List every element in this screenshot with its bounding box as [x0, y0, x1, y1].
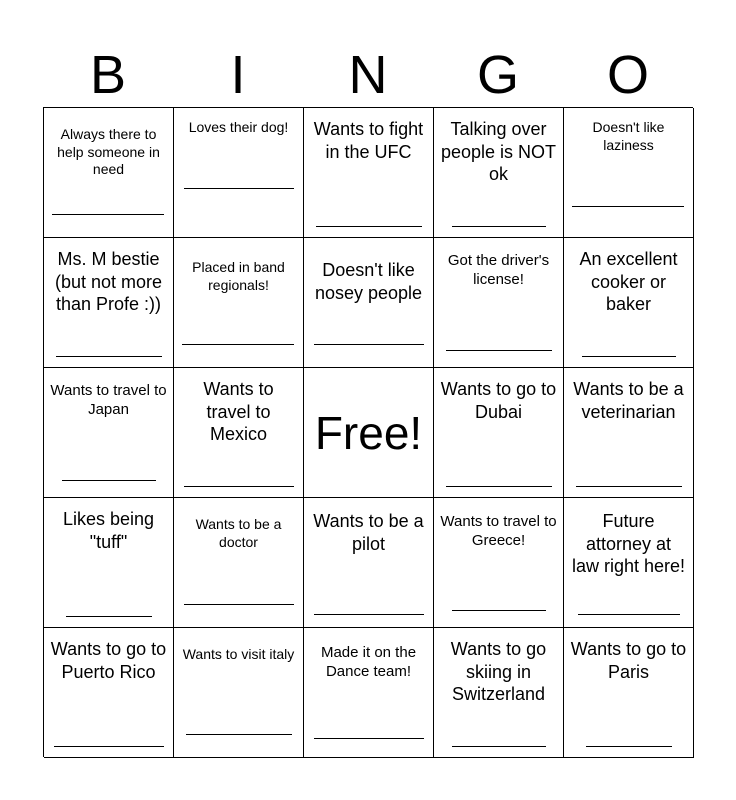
- cell-prompt: Wants to be a pilot: [313, 511, 424, 554]
- name-write-line: [586, 746, 672, 747]
- name-write-line: [576, 486, 682, 487]
- bingo-cell-r4-c4[interactable]: [434, 498, 564, 628]
- cell-prompt: Wants to travel to Mexico: [203, 379, 274, 444]
- name-write-line: [578, 614, 680, 615]
- name-write-line: [314, 614, 424, 615]
- cell-prompt: Wants to be a doctor: [195, 516, 282, 550]
- cell-prompt: Placed in band regionals!: [192, 259, 285, 293]
- cell-prompt: Wants to visit italy: [182, 646, 295, 662]
- bingo-cell-r1-c4[interactable]: [434, 108, 564, 238]
- cell-prompt: Wants to fight in the UFC: [313, 119, 424, 162]
- bingo-cell-r1-c2[interactable]: [174, 108, 304, 238]
- bingo-cell-r4-c1[interactable]: [44, 498, 174, 628]
- bingo-cell-r1-c5[interactable]: [564, 108, 694, 238]
- bingo-cell-r5-c1[interactable]: [44, 628, 174, 758]
- bingo-cell-r2-c3[interactable]: [304, 238, 434, 368]
- bingo-cell-r5-c5[interactable]: [564, 628, 694, 758]
- name-write-line: [52, 214, 164, 215]
- cell-prompt: Wants to go skiing in Switzerland: [450, 639, 547, 704]
- name-write-line: [56, 356, 162, 357]
- name-write-line: [452, 226, 546, 227]
- cell-prompt: An excellent cooker or baker: [579, 249, 678, 314]
- bingo-cell-r2-c5[interactable]: [564, 238, 694, 368]
- name-write-line: [314, 344, 424, 345]
- cell-prompt: Wants to go to Puerto Rico: [50, 639, 167, 682]
- name-write-line: [452, 746, 546, 747]
- bingo-card: [43, 107, 693, 757]
- bingo-cell-r3-c5[interactable]: [564, 368, 694, 498]
- name-write-line: [572, 206, 684, 207]
- bingo-cell-r5-c4[interactable]: [434, 628, 564, 758]
- cell-prompt: Wants to go to Paris: [570, 639, 687, 682]
- cell-prompt: Wants to be a veterinarian: [573, 379, 684, 422]
- cell-prompt: Ms. M bestie (but not more than Profe :)): [54, 249, 163, 314]
- cell-prompt: Wants to travel to Greece!: [440, 513, 557, 549]
- cell-prompt: Doesn't like laziness: [592, 119, 665, 153]
- bingo-header: [43, 44, 693, 106]
- header-letter-b: B: [89, 45, 127, 105]
- name-write-line: [184, 604, 294, 605]
- cell-prompt: Talking over people is NOT ok: [440, 119, 557, 184]
- name-write-line: [54, 746, 164, 747]
- name-write-line: [62, 480, 156, 481]
- cell-prompt: Doesn't like nosey people: [314, 260, 423, 303]
- bingo-cell-r3-c1[interactable]: [44, 368, 174, 498]
- name-write-line: [66, 616, 152, 617]
- cell-prompt: Wants to travel to Japan: [50, 382, 167, 418]
- bingo-cell-r4-c2[interactable]: [174, 498, 304, 628]
- bingo-cell-r5-c2[interactable]: [174, 628, 304, 758]
- bingo-cell-r2-c1[interactable]: [44, 238, 174, 368]
- name-write-line: [184, 486, 294, 487]
- name-write-line: [452, 610, 546, 611]
- bingo-cell-r1-c1[interactable]: [44, 108, 174, 238]
- bingo-cell-r2-c2[interactable]: [174, 238, 304, 368]
- header-letter-i: I: [230, 45, 246, 105]
- cell-prompt: Loves their dog!: [188, 119, 289, 135]
- bingo-cell-r1-c3[interactable]: [304, 108, 434, 238]
- bingo-cell-r5-c3[interactable]: [304, 628, 434, 758]
- bingo-cell-r4-c3[interactable]: [304, 498, 434, 628]
- cell-prompt: Wants to go to Dubai: [440, 379, 557, 422]
- header-letter-o: O: [606, 45, 649, 105]
- name-write-line: [186, 734, 292, 735]
- name-write-line: [184, 188, 294, 189]
- name-write-line: [316, 226, 422, 227]
- name-write-line: [582, 356, 676, 357]
- cell-prompt: Got the driver's license!: [447, 252, 550, 288]
- cell-prompt: Future attorney at law right here!: [571, 511, 686, 576]
- cell-prompt: Always there to help someone in need: [57, 126, 160, 177]
- bingo-cell-r3-c2[interactable]: [174, 368, 304, 498]
- header-letter-g: G: [476, 45, 519, 105]
- name-write-line: [446, 350, 552, 351]
- free-space-cell[interactable]: [304, 368, 434, 498]
- bingo-cell-r4-c5[interactable]: [564, 498, 694, 628]
- name-write-line: [314, 738, 424, 739]
- name-write-line: [182, 344, 294, 345]
- header-letter-n: N: [348, 45, 388, 105]
- bingo-cell-r2-c4[interactable]: [434, 238, 564, 368]
- free-space-label: Free!: [314, 406, 423, 459]
- cell-prompt: Likes being "tuff": [62, 509, 155, 552]
- name-write-line: [446, 486, 552, 487]
- cell-prompt: Made it on the Dance team!: [320, 644, 417, 680]
- bingo-cell-r3-c4[interactable]: [434, 368, 564, 498]
